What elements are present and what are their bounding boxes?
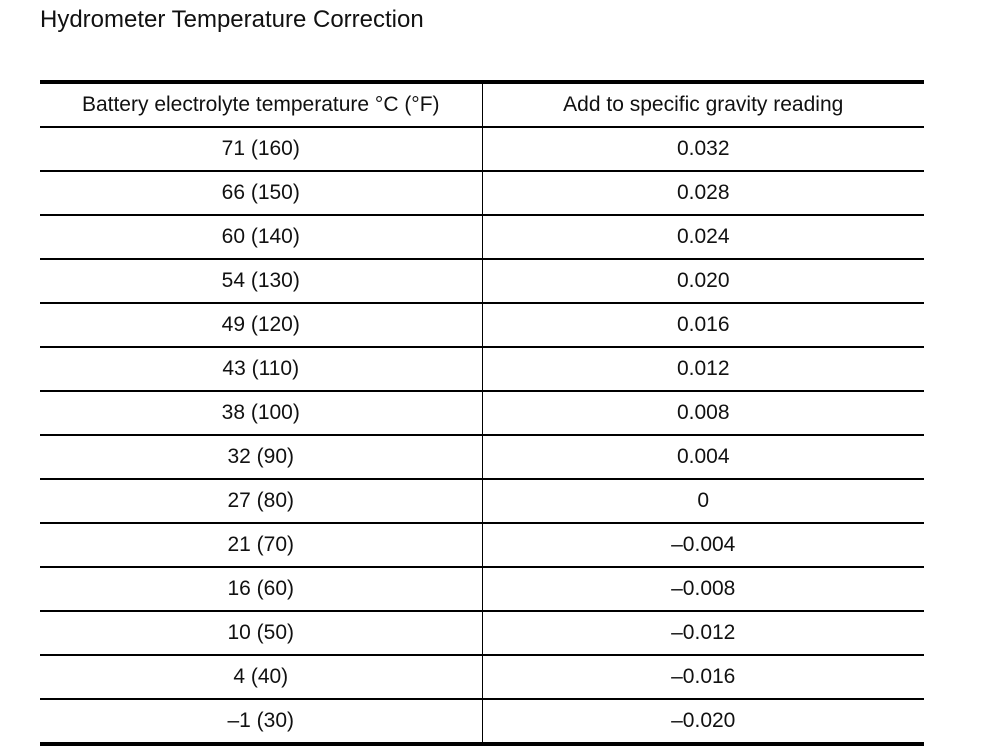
cell-temperature: –1 (30) — [40, 699, 482, 744]
cell-temperature: 10 (50) — [40, 611, 482, 655]
cell-temperature: 16 (60) — [40, 567, 482, 611]
table-row — [40, 215, 924, 259]
cell-correction: 0.016 — [482, 303, 924, 347]
cell-correction: 0.028 — [482, 171, 924, 215]
cell-correction: –0.020 — [671, 709, 736, 732]
header-gravity-correction: Add to specific gravity reading — [482, 82, 924, 127]
table-row — [40, 303, 924, 347]
table-row — [40, 391, 924, 435]
cell-temperature: 4 (40) — [40, 655, 482, 699]
table-row — [40, 479, 924, 523]
table-row — [40, 435, 924, 479]
cell-correction: 0 — [482, 479, 924, 523]
table-row — [40, 523, 924, 567]
page-title: Hydrometer Temperature Correction — [40, 6, 424, 33]
cell-correction: 0.032 — [482, 127, 924, 171]
table-row — [40, 699, 924, 744]
cell-temperature: 71 (160) — [40, 127, 482, 171]
cell-temperature: 38 (100) — [40, 391, 482, 435]
cell-correction: 0.012 — [482, 347, 924, 391]
table-row — [40, 127, 924, 171]
table-row — [40, 567, 924, 611]
cell-correction: –0.012 — [482, 611, 924, 655]
cell-temperature: 60 (140) — [40, 215, 482, 259]
cell-temperature: 21 (70) — [40, 523, 482, 567]
cell-correction: 0.024 — [482, 215, 924, 259]
cell-correction: 0.008 — [482, 391, 924, 435]
cell-correction: 0.004 — [482, 435, 924, 479]
cell-correction: –0.008 — [482, 567, 924, 611]
cell-correction: –0.016 — [482, 655, 924, 699]
table-row — [40, 611, 924, 655]
cell-temperature: 43 (110) — [40, 347, 482, 391]
cell-temperature: 66 (150) — [40, 171, 482, 215]
table-row — [40, 347, 924, 391]
cell-temperature: 49 (120) — [40, 303, 482, 347]
correction-table — [40, 80, 924, 746]
cell-correction: –0.004 — [482, 523, 924, 567]
table-row — [40, 259, 924, 303]
correction-table-container — [40, 80, 924, 746]
header-temperature: Battery electrolyte temperature °C (°F) — [40, 82, 482, 127]
table-row — [40, 171, 924, 215]
cell-temperature: 54 (130) — [40, 259, 482, 303]
table-header-row — [40, 82, 924, 127]
table-row — [40, 655, 924, 699]
cell-temperature: 32 (90) — [40, 435, 482, 479]
cell-temperature: 27 (80) — [40, 479, 482, 523]
cell-correction: 0.020 — [482, 259, 924, 303]
